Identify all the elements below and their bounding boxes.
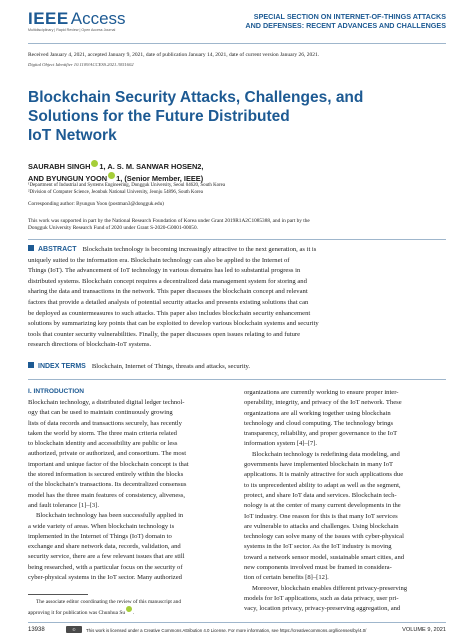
header-divider	[28, 43, 446, 44]
text-line: systems in the IoT sector. As the IoT industry is moving	[244, 543, 392, 551]
editor-footnote	[28, 598, 230, 617]
cc-license-badge[interactable]	[66, 626, 82, 633]
intro-paragraph-1	[28, 398, 230, 511]
abstract-label: ABSTRACT	[38, 246, 77, 253]
footnote-period: .	[133, 610, 135, 616]
left-column	[28, 398, 230, 583]
abstract-line-8: solutions by summarizing key points that can be exploited to develop various blockchain systems and security	[28, 320, 319, 328]
special-section-header	[245, 12, 446, 30]
text-line: organizations are currently working to ensure proper inter-	[244, 389, 399, 396]
intro-paragraph-2-cont	[28, 522, 230, 584]
orcid-icon[interactable]	[91, 160, 98, 167]
text-line: toward a network sensor model, sustainable smart cities, and	[244, 553, 405, 561]
text-line: exchange and share network data, records, validation, and	[28, 543, 181, 551]
section-marker-icon	[28, 362, 34, 368]
footnote-line-1: The associate editor coordinating the review of this manuscript and	[36, 599, 182, 605]
text-line: Moreover, blockchain enables different privacy-preserving	[252, 584, 408, 592]
abstract-line-1: Blockchain technology is becoming increasingly attractive to the next generation, as it is	[82, 246, 317, 253]
text-line: are vulnerable to attacks and challenges. Using blockchain	[244, 522, 399, 530]
right-column	[244, 388, 446, 615]
section-line-1: SPECIAL SECTION ON INTERNET-OF-THINGS ATTACKS	[253, 12, 446, 21]
footnote-divider	[28, 594, 88, 595]
license-text: This work is licensed under a Creative Commons Attribution 4.0 License. For more information, see https://creativecommons.org/licenses/by/4.0/	[86, 628, 367, 633]
journal-logo	[28, 9, 148, 39]
text-line: transparency, reliability, and proper governance to the IoT	[244, 430, 398, 438]
abstract	[28, 245, 446, 351]
abstract-line-7: be deployed as countermeasures to such attacks. This paper also includes blockchain security enhancement	[28, 309, 311, 317]
text-line: operability, integrity, and privacy of the IoT network. These	[244, 399, 402, 407]
text-line: lists of data records and transactions securely, has recently	[28, 419, 182, 427]
text-line: organizations are all working together using blockchain	[244, 409, 391, 417]
abstract-line-3: Things (IoT). The advancement of IoT technology in various domains has led to substantial progress in	[28, 267, 301, 275]
funding-statement	[28, 218, 446, 233]
text-line: cyber-physical systems in the IoT sector. Many authorized	[28, 574, 182, 582]
text-line: of the blockchain’s transactions. Its decentralized consensus	[28, 481, 187, 489]
doi: Digital Object Identifier 10.1109/ACCESS.2021.3051602	[28, 62, 134, 67]
right-paragraph-3	[244, 584, 446, 615]
index-terms	[28, 362, 446, 372]
abstract-line-5: sharing the data and transactions in the network. This paper discusses the blockchain concept and relevant	[28, 288, 308, 296]
section-line-2: AND DEFENSES: RECENT ADVANCES AND CHALLENGES	[245, 21, 446, 30]
corresponding-author: Corresponding author: Byungun Yoon (postman3@dongguk.edu)	[28, 201, 164, 207]
text-line: to its unprecedented ability to adapt as well as the segment,	[244, 481, 401, 489]
cc-icon: ©	[72, 627, 76, 632]
funding-line-2: Dongguk University Research Fund of 2020 under Grant S-2020-G0001-00050.	[28, 225, 198, 232]
text-line: security service, there are a few relevant issues that are still	[28, 553, 185, 561]
section-marker-icon	[28, 245, 34, 251]
text-line: information system [4]–[7].	[244, 440, 318, 448]
intro-heading: I. INTRODUCTION	[28, 388, 85, 395]
title-line-2: Solutions for the Future Distributed	[28, 108, 290, 125]
abstract-divider-top	[28, 239, 446, 240]
text-line: models for IoT applications, such as data privacy, user pri-	[244, 594, 399, 602]
author-hosen-suffix: 2,	[197, 162, 204, 171]
author-yoon-suffix: 1, (Senior Member, IEEE)	[116, 174, 204, 183]
title-line-3: IoT Network	[28, 127, 117, 144]
logo-tagline: Multidisciplinary | Rapid Review | Open Access Journal	[28, 28, 116, 32]
text-line: ogy that can be used to maintain continuously growing	[28, 409, 173, 417]
text-line: tion of certain benefits [8]–[12].	[244, 574, 329, 582]
abstract-line-6: factors that provide a detailed analysis of potential security attacks and presents existing solutions that can	[28, 298, 309, 306]
text-line: Blockchain technology is redefining data modeling, and	[252, 450, 400, 458]
received-dates: Received January 4, 2021, accepted January 9, 2021, date of publication January 14, 2021, date of current version January 26, 2021.	[28, 52, 320, 58]
author-line-1	[28, 160, 203, 172]
right-paragraph-1	[244, 388, 446, 450]
text-line: important and unique factor of the blockchain concept is that	[28, 460, 189, 468]
text-line: technology can solve many of the issues with cyber-physical	[244, 533, 404, 541]
orcid-icon[interactable]	[108, 172, 115, 179]
index-terms-text: Blockchain, Internet of Things, threats and attacks, security.	[91, 363, 251, 370]
footer-divider	[28, 622, 446, 623]
text-line: technology and cloud computing. The technology brings	[244, 419, 394, 427]
text-line: IoT industry. One reason for this is that many IoT services	[244, 512, 398, 520]
text-line: Blockchain technology has been successfully applied in	[36, 512, 184, 520]
index-terms-label: INDEX TERMS	[38, 363, 86, 370]
text-line: governments have implemented blockchain in many IoT	[244, 461, 394, 469]
intro-paragraph-2	[28, 511, 230, 521]
text-line: new components involved must be framed in considera-	[244, 564, 392, 572]
abstract-line-10: research directions of blockchain-IoT systems.	[28, 341, 152, 349]
affiliation-2: ²Division of Computer Science, Jeonbuk National University, Jeonju 54896, South Korea	[28, 189, 203, 195]
text-line: a wide variety of areas. When blockchain technology is	[28, 522, 175, 530]
abstract-line-2: uniquely suited to the information era. Blockchain technology can also be applied to the Internet of	[28, 256, 290, 264]
logo-access: Access	[70, 9, 126, 28]
affiliations	[28, 183, 225, 196]
text-line: vacy, location privacy, privacy-preserving aggregation, and	[244, 605, 401, 613]
text-line: applications. It is mainly attractive for such applications due	[244, 471, 404, 479]
author-list	[28, 160, 203, 184]
abstract-line-9: tools that counter security vulnerabilities. Finally, the paper discusses open issues relating to and future	[28, 330, 301, 338]
footnote-line-2: approving it for publication was Chunhua Su	[28, 610, 126, 616]
logo-ieee: IEEE	[28, 9, 69, 28]
text-line: and fault tolerance [1]–[3].	[28, 501, 100, 509]
funding-line-1: This work was supported in part by the National Research Foundation of Korea under Grant 2019R1A2C1085388, and in part by the	[28, 218, 310, 224]
author-singh: SAURABH SINGH	[28, 162, 91, 171]
page-number: 13938	[28, 627, 45, 633]
abstract-line-4: distributed systems. Blockchain concept requires a decentralized data management system for storing and	[28, 277, 307, 285]
volume-label: VOLUME 9, 2021	[402, 627, 446, 633]
author-yoon: AND BYUNGUN YOON	[28, 174, 108, 183]
title-line-1: Blockchain Security Attacks, Challenges, and	[28, 89, 364, 106]
author-hosen: 1, A. S. M. SANWAR HOSEN	[99, 162, 198, 171]
paper-title	[28, 88, 446, 145]
text-line: model has the three main features of consistency, aliveness,	[28, 491, 186, 499]
text-line: nology is at the center of many current developments in the	[244, 502, 401, 510]
text-line: being researched, with a particular focus on the security of	[28, 563, 183, 571]
text-line: the stored information is secured entirely within the blocks	[28, 471, 184, 479]
abstract-divider-bottom	[28, 379, 446, 380]
text-line: authorized, private or authorized, and consortium. The most	[28, 450, 187, 458]
text-line: implemented in the Internet of Things (IoT) domain to	[28, 532, 172, 540]
text-line: Blockchain technology, a distributed digital ledger technol-	[28, 399, 185, 406]
orcid-icon[interactable]	[126, 606, 132, 612]
text-line: protect, and share IoT data and services. Blockchain tech-	[244, 491, 397, 499]
text-line: to blockchain identity and accessibility are public or less	[28, 440, 178, 448]
right-paragraph-2	[244, 450, 446, 584]
text-line: taken the world by storm. The three main criteria related	[28, 429, 177, 437]
affiliation-1: ¹Department of Industrial and Systems Engineering, Dongguk University, Seoul 04620, South Korea	[28, 183, 226, 188]
